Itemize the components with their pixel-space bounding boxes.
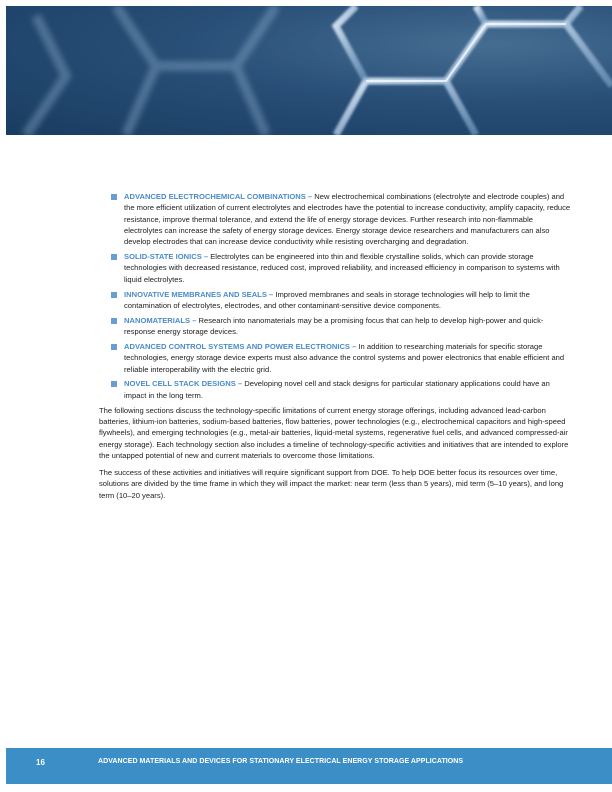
bullet-text: Electrolytes can be engineered into thin and flexible crystalline solids, which can provide storage technologies with decreased resistance, reduced cost, improved reliability, and increased efficiency in comparison to systems with liquid electrolytes. bbox=[124, 252, 560, 284]
document-title: ADVANCED MATERIALS AND DEVICES FOR STATIONARY ELECTRICAL ENERGY STORAGE APPLICATIONS bbox=[98, 758, 464, 765]
header-banner-image bbox=[6, 6, 612, 135]
list-item bbox=[107, 289, 571, 312]
list-item bbox=[107, 341, 571, 375]
list-item bbox=[107, 191, 571, 247]
bullet-term: NANOMATERIALS – bbox=[124, 315, 197, 325]
bullet-text: Developing novel cell and stack designs for particular stationary applications could have an impact in the long term. bbox=[124, 379, 550, 400]
square-bullet-icon bbox=[111, 194, 117, 200]
square-bullet-icon bbox=[111, 381, 117, 387]
bullet-term: ADVANCED CONTROL SYSTEMS AND POWER ELECTRONICS – bbox=[124, 341, 357, 351]
bullet-term: INNOVATIVE MEMBRANES AND SEALS – bbox=[124, 289, 274, 299]
bullet-text: In addition to researching materials for specific storage technologies, energy storage device experts must also advance the control systems and power electronics that enable efficient and reliable interoperability with the electric grid. bbox=[124, 341, 565, 374]
hexagon-lattice-graphic bbox=[6, 6, 612, 135]
bullet-text: Improved membranes and seals in storage technologies will help to limit the contamination of electrolytes, electrodes, and other contaminant-sensitive device components. bbox=[124, 289, 530, 310]
bullet-term: NOVEL CELL STACK DESIGNS – bbox=[124, 379, 243, 389]
list-item bbox=[107, 378, 571, 401]
body-content bbox=[99, 191, 571, 507]
page-number: 16 bbox=[36, 758, 45, 767]
bullet-text: New electrochemical combinations (electrolyte and electrode couples) and the more efficient utilization of current electrolytes and electrodes have the potential to increase conductivity, amplify capacity, reduce resistance, improve thermal tolerance, and extend the life of energy storage devices. Further research into non-flammable electrolytes can increase the safety of energy storage devices. Energy storage device researchers and manufacturers can also develop electrodes that can increase device conductivity while resisting overcharging and degradation. bbox=[124, 192, 571, 247]
body-paragraph: The following sections discuss the technology-specific limitations of current energy storage offerings, including advanced lead-carbon batteries, lithium-ion batteries, sodium-based batteries, flow batteries, power technologies (e.g., electrochemical capacitors and high-speed flywheels), and emerging technologies (e.g., metal-air batteries, liquid-metal systems, regenerative fuel cells, and advanced compressed-air energy storage). Each technology section also includes a timeline of technology-specific activities and initiatives that are intended to explore the untapped potential of new and current materials to overcome those limitations. bbox=[99, 405, 569, 460]
list-item bbox=[107, 251, 571, 285]
page-footer bbox=[6, 748, 612, 784]
bullet-term: ADVANCED ELECTROCHEMICAL COMBINATIONS – bbox=[124, 192, 313, 201]
square-bullet-icon bbox=[111, 318, 117, 324]
square-bullet-icon bbox=[111, 292, 117, 298]
square-bullet-icon bbox=[111, 344, 117, 350]
body-paragraph: The success of these activities and initiatives will require significant support from DOE. To help DOE better focus its resources over time, solutions are divided by the time frame in which they will impact the market: near term (less than 5 years), mid term (5–10 years), and long term (10–20 years). bbox=[99, 468, 564, 500]
bullet-term: SOLID-STATE IONICS – bbox=[124, 252, 209, 262]
square-bullet-icon bbox=[111, 254, 117, 260]
bullet-text: Research into nanomaterials may be a promising focus that can help to develop high-power and quick-response energy storage devices. bbox=[124, 315, 544, 337]
list-item bbox=[107, 315, 571, 338]
research-focus-list bbox=[99, 191, 571, 401]
